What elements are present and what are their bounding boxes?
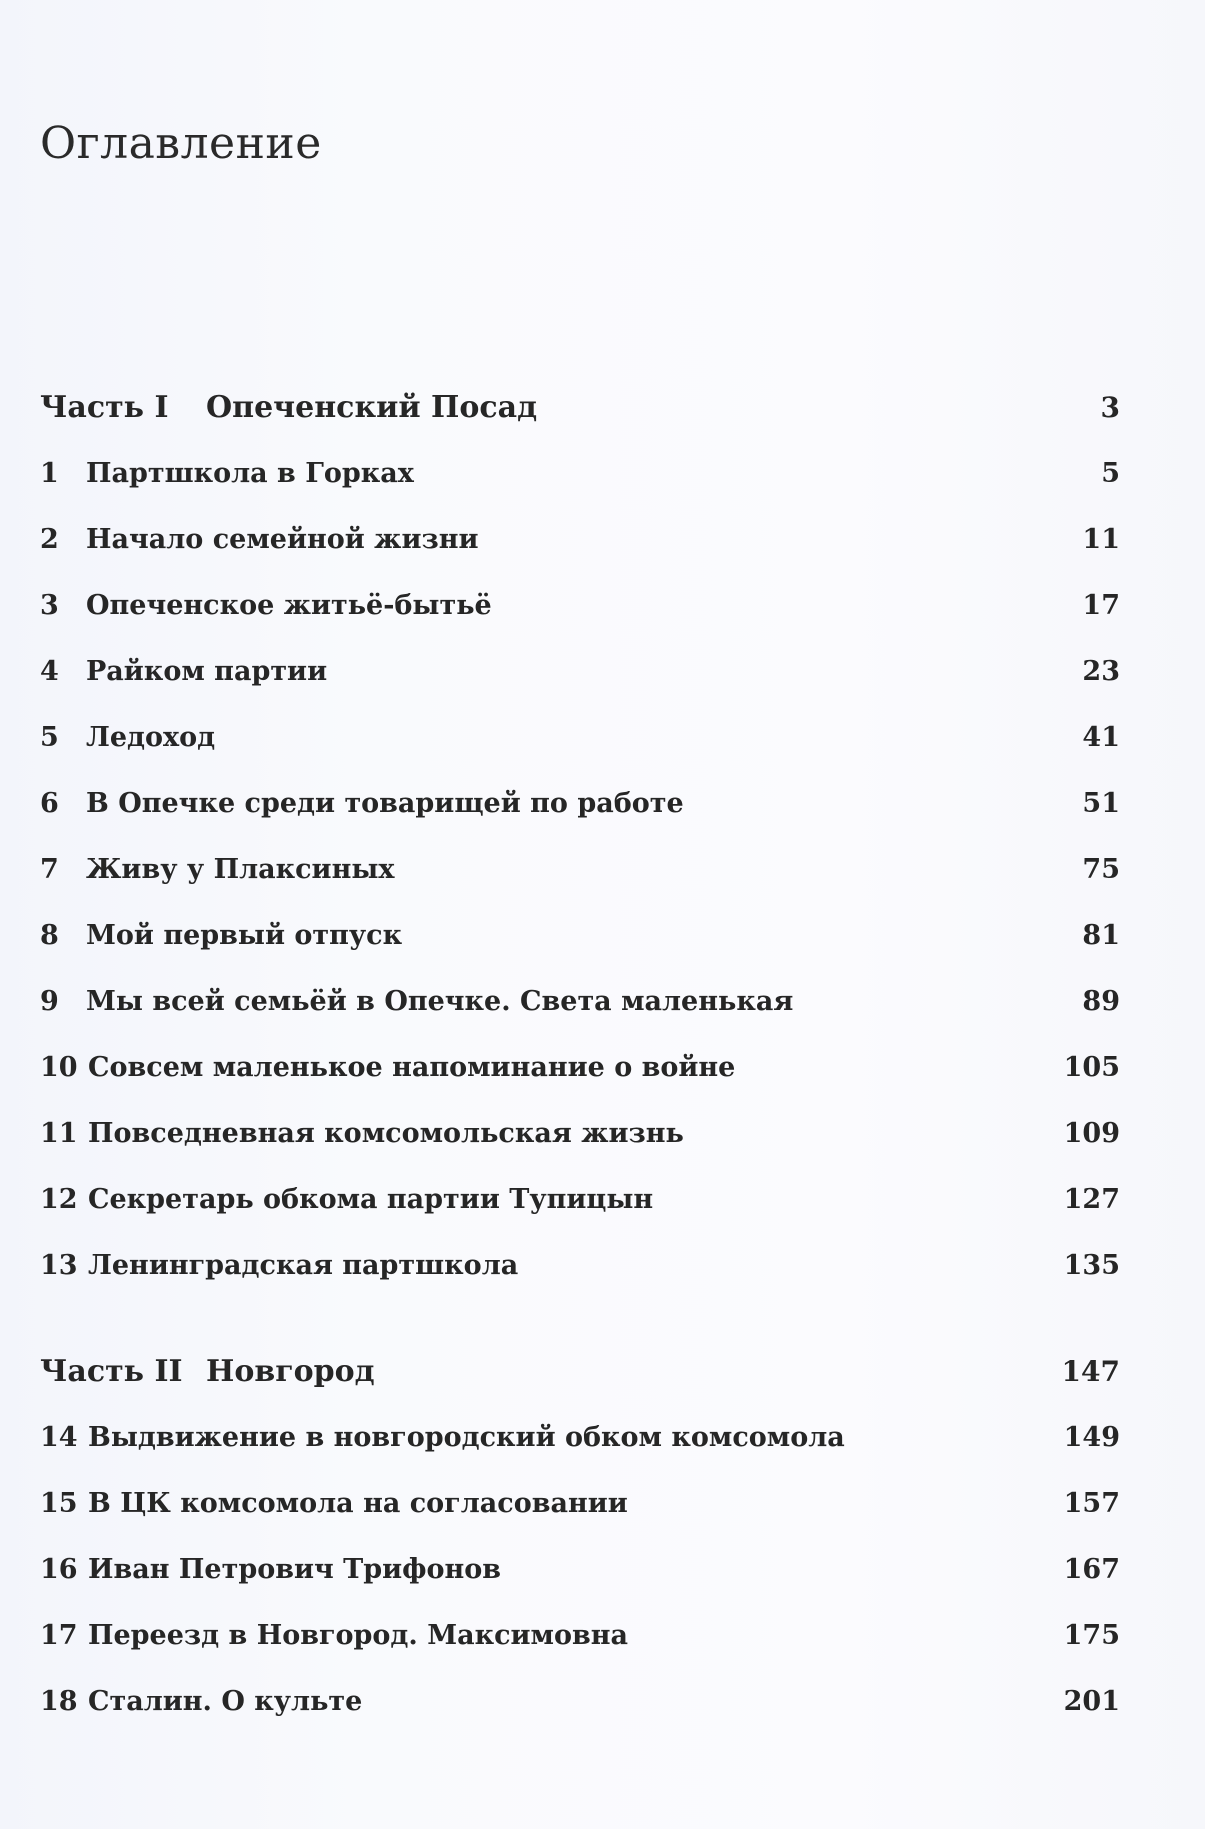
table-of-contents <box>40 388 1120 1748</box>
chapter-page-number: 201 <box>1063 1686 1120 1717</box>
chapter-title: Партшкола в Горках <box>86 458 414 489</box>
chapter-title: Повседневная комсомольская жизнь <box>88 1118 684 1149</box>
chapter-title: Мы всей семьёй в Опечке. Света маленькая <box>86 986 794 1017</box>
part-label: Часть I <box>40 390 169 425</box>
chapter-page-number: 175 <box>1063 1620 1120 1651</box>
chapter-title: В Опечке среди товарищей по работе <box>86 788 684 819</box>
chapter-title: В ЦК комсомола на согласовании <box>88 1488 628 1519</box>
chapter-number: 6 <box>40 788 59 819</box>
chapter-number: 11 <box>40 1118 78 1149</box>
chapter-number: 8 <box>40 920 59 951</box>
toc-entry <box>40 652 1120 718</box>
toc-entry <box>40 784 1120 850</box>
chapter-number: 3 <box>40 590 59 621</box>
toc-entry <box>40 1484 1120 1550</box>
part-heading-2 <box>40 1352 1120 1418</box>
chapter-title: Начало семейной жизни <box>86 524 479 555</box>
chapter-page-number: 135 <box>1063 1250 1120 1281</box>
toc-entry <box>40 586 1120 652</box>
part-heading-1 <box>40 388 1120 454</box>
toc-entry <box>40 1180 1120 1246</box>
chapter-page-number: 17 <box>1082 590 1120 621</box>
chapter-page-number: 89 <box>1082 986 1120 1017</box>
chapter-page-number: 23 <box>1082 656 1120 687</box>
chapter-page-number: 5 <box>1101 458 1120 489</box>
chapter-number: 15 <box>40 1488 78 1519</box>
chapter-page-number: 81 <box>1082 920 1120 951</box>
toc-entry <box>40 1682 1120 1748</box>
chapter-number: 1 <box>40 458 59 489</box>
toc-entry <box>40 520 1120 586</box>
chapter-title: Переезд в Новгород. Максимовна <box>88 1620 629 1651</box>
chapter-page-number: 149 <box>1063 1422 1120 1453</box>
chapter-number: 4 <box>40 656 59 687</box>
toc-entry <box>40 1048 1120 1114</box>
chapter-page-number: 75 <box>1082 854 1120 885</box>
toc-entry <box>40 916 1120 982</box>
toc-entry <box>40 1616 1120 1682</box>
chapter-page-number: 167 <box>1063 1554 1120 1585</box>
chapter-number: 12 <box>40 1184 78 1215</box>
part-page-number: 3 <box>1100 391 1120 424</box>
chapter-number: 10 <box>40 1052 78 1083</box>
part-page-number: 147 <box>1061 1355 1120 1388</box>
toc-entry <box>40 982 1120 1048</box>
chapter-title: Секретарь обкома партии Тупицын <box>88 1184 654 1215</box>
chapter-page-number: 41 <box>1082 722 1120 753</box>
chapter-page-number: 105 <box>1063 1052 1120 1083</box>
chapter-number: 14 <box>40 1422 78 1453</box>
toc-entry <box>40 1114 1120 1180</box>
chapter-title: Живу у Плаксиных <box>86 854 395 885</box>
chapter-title: Совсем маленькое напоминание о войне <box>88 1052 736 1083</box>
section-spacer <box>40 1312 1120 1352</box>
chapter-title: Выдвижение в новгородский обком комсомола <box>88 1422 845 1453</box>
toc-entry <box>40 1550 1120 1616</box>
toc-entry <box>40 850 1120 916</box>
chapter-number: 2 <box>40 524 59 555</box>
chapter-title: Иван Петрович Трифонов <box>88 1554 502 1585</box>
chapter-number: 18 <box>40 1686 78 1717</box>
chapter-number: 9 <box>40 986 59 1017</box>
chapter-number: 7 <box>40 854 59 885</box>
chapter-page-number: 127 <box>1063 1184 1120 1215</box>
chapter-number: 17 <box>40 1620 78 1651</box>
chapter-page-number: 109 <box>1063 1118 1120 1149</box>
chapter-page-number: 51 <box>1082 788 1120 819</box>
chapter-page-number: 157 <box>1063 1488 1120 1519</box>
chapter-title: Сталин. О культе <box>88 1686 363 1717</box>
part-title: Опеченский Посад <box>206 390 538 425</box>
chapter-number: 5 <box>40 722 59 753</box>
toc-entry <box>40 1246 1120 1312</box>
toc-entry <box>40 718 1120 784</box>
chapter-title: Ленинградская партшкола <box>88 1250 519 1281</box>
chapter-title: Мой первый отпуск <box>86 920 403 951</box>
chapter-title: Райком партии <box>86 656 328 687</box>
toc-entry <box>40 1418 1120 1484</box>
part-title: Новгород <box>206 1354 375 1389</box>
toc-entry <box>40 454 1120 520</box>
chapter-number: 16 <box>40 1554 78 1585</box>
part-label: Часть II <box>40 1354 183 1389</box>
page-title: Оглавление <box>40 118 322 169</box>
chapter-title: Ледоход <box>86 722 216 753</box>
chapter-page-number: 11 <box>1082 524 1120 555</box>
chapter-title: Опеченское житьё-бытьё <box>86 590 492 621</box>
chapter-number: 13 <box>40 1250 78 1281</box>
